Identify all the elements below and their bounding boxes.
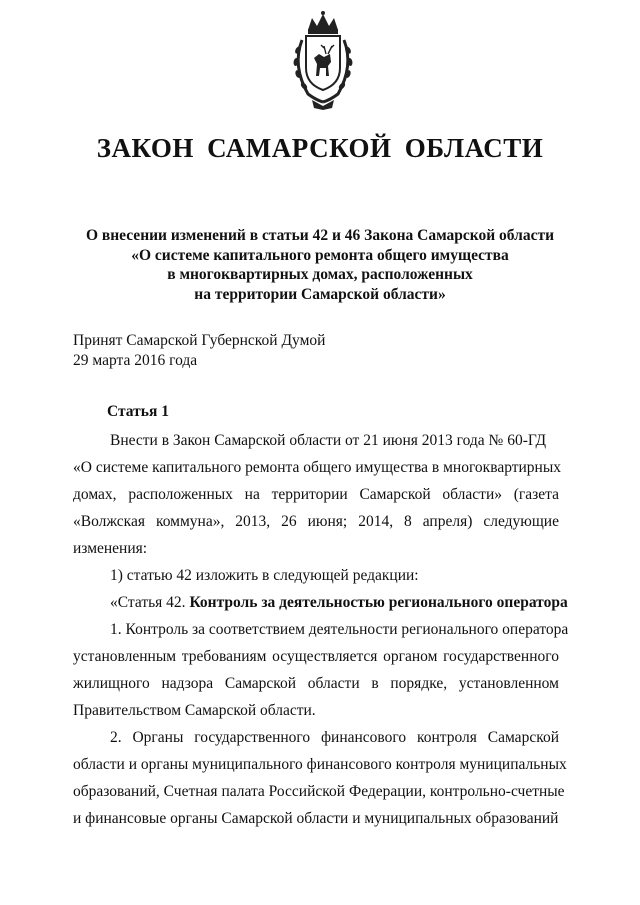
paragraph-line: [73, 670, 559, 697]
paragraph-line: 1. Контроль за соответствием деятельности регионального оператора: [110, 621, 569, 638]
article-42-prefix: «Статья 42.: [110, 594, 190, 611]
paragraph-line: Правительством Самарской области.: [73, 702, 316, 719]
word: области: [307, 675, 360, 692]
paragraph-line: и финансовые органы Самарской области и муниципальных образований: [73, 810, 559, 827]
article-42-title: Контроль за деятельностью регионального оператора: [189, 594, 568, 611]
subtitle-line: О внесении изменений в статьи 42 и 46 Закона Самарской области: [85, 227, 555, 244]
word: 8: [404, 513, 412, 530]
paragraph-line: [73, 481, 559, 508]
word: расположенных: [128, 486, 233, 503]
subtitle-line: «О системе капитального ремонта общего имущества: [131, 246, 509, 264]
paragraph-line: [73, 643, 559, 670]
word: области»: [442, 486, 502, 503]
word: надзора: [161, 675, 214, 692]
word: государственного: [194, 729, 311, 746]
paragraph-line: образований, Счетная палата Российской Федерации, контрольно-счетные: [73, 783, 565, 800]
adoption-info: [73, 331, 325, 370]
word: 2.: [110, 729, 122, 746]
word: требованиям: [181, 648, 267, 665]
paragraph-line: изменения:: [73, 540, 148, 557]
list-item: 1) статью 42 изложить в следующей редакции:: [110, 567, 419, 584]
paragraph-line: области и органы муниципального финансового контроля муниципальных: [73, 756, 567, 773]
word: органом: [383, 648, 438, 665]
word: апреля): [422, 513, 473, 530]
word: жилищного: [73, 675, 150, 692]
paragraph-line: Внести в Закон Самарской области от 21 июня 2013 года № 60-ГД: [110, 432, 547, 449]
word: коммуна»,: [155, 513, 225, 530]
adopted-by: Принят Самарской Губернской Думой: [73, 332, 326, 349]
word: государственного: [443, 648, 559, 665]
word: финансового: [321, 729, 407, 746]
article-body: [73, 427, 569, 832]
coat-of-arms-icon: [286, 10, 360, 110]
word: Самарской: [487, 729, 559, 746]
word: (газета: [513, 486, 559, 503]
word: июня;: [307, 513, 348, 530]
word: 26: [281, 513, 297, 530]
word: установленным: [73, 648, 177, 665]
article-42-heading: [73, 589, 568, 616]
paragraph-line: «О системе капитального ремонта общего имущества в многоквартирных: [73, 459, 562, 476]
word: порядке,: [390, 675, 448, 692]
word: Органы: [132, 729, 184, 746]
word: Самарской: [359, 486, 431, 503]
word: на: [244, 486, 260, 503]
word: контроля: [416, 729, 477, 746]
law-subtitle: [60, 226, 580, 304]
word: осуществляется: [272, 648, 378, 665]
word: Самарской: [224, 675, 297, 692]
word: 2013,: [235, 513, 271, 530]
article-heading: Статья 1: [107, 403, 169, 420]
word: территории: [271, 486, 348, 503]
subtitle-line: на территории Самарской области»: [194, 285, 446, 303]
paragraph-line: [73, 724, 559, 751]
word: «Волжская: [73, 513, 145, 530]
paragraph-line: [73, 508, 559, 535]
word: 2014,: [358, 513, 394, 530]
document-title: ЗАКОН САМАРСКОЙ ОБЛАСТИ: [96, 133, 544, 163]
word: в: [371, 675, 379, 692]
adopted-date: 29 марта 2016 года: [73, 351, 198, 369]
word: домах,: [73, 486, 117, 503]
word: установленном: [458, 675, 559, 692]
word: следующие: [483, 513, 559, 530]
subtitle-line: в многоквартирных домах, расположенных: [167, 266, 473, 283]
